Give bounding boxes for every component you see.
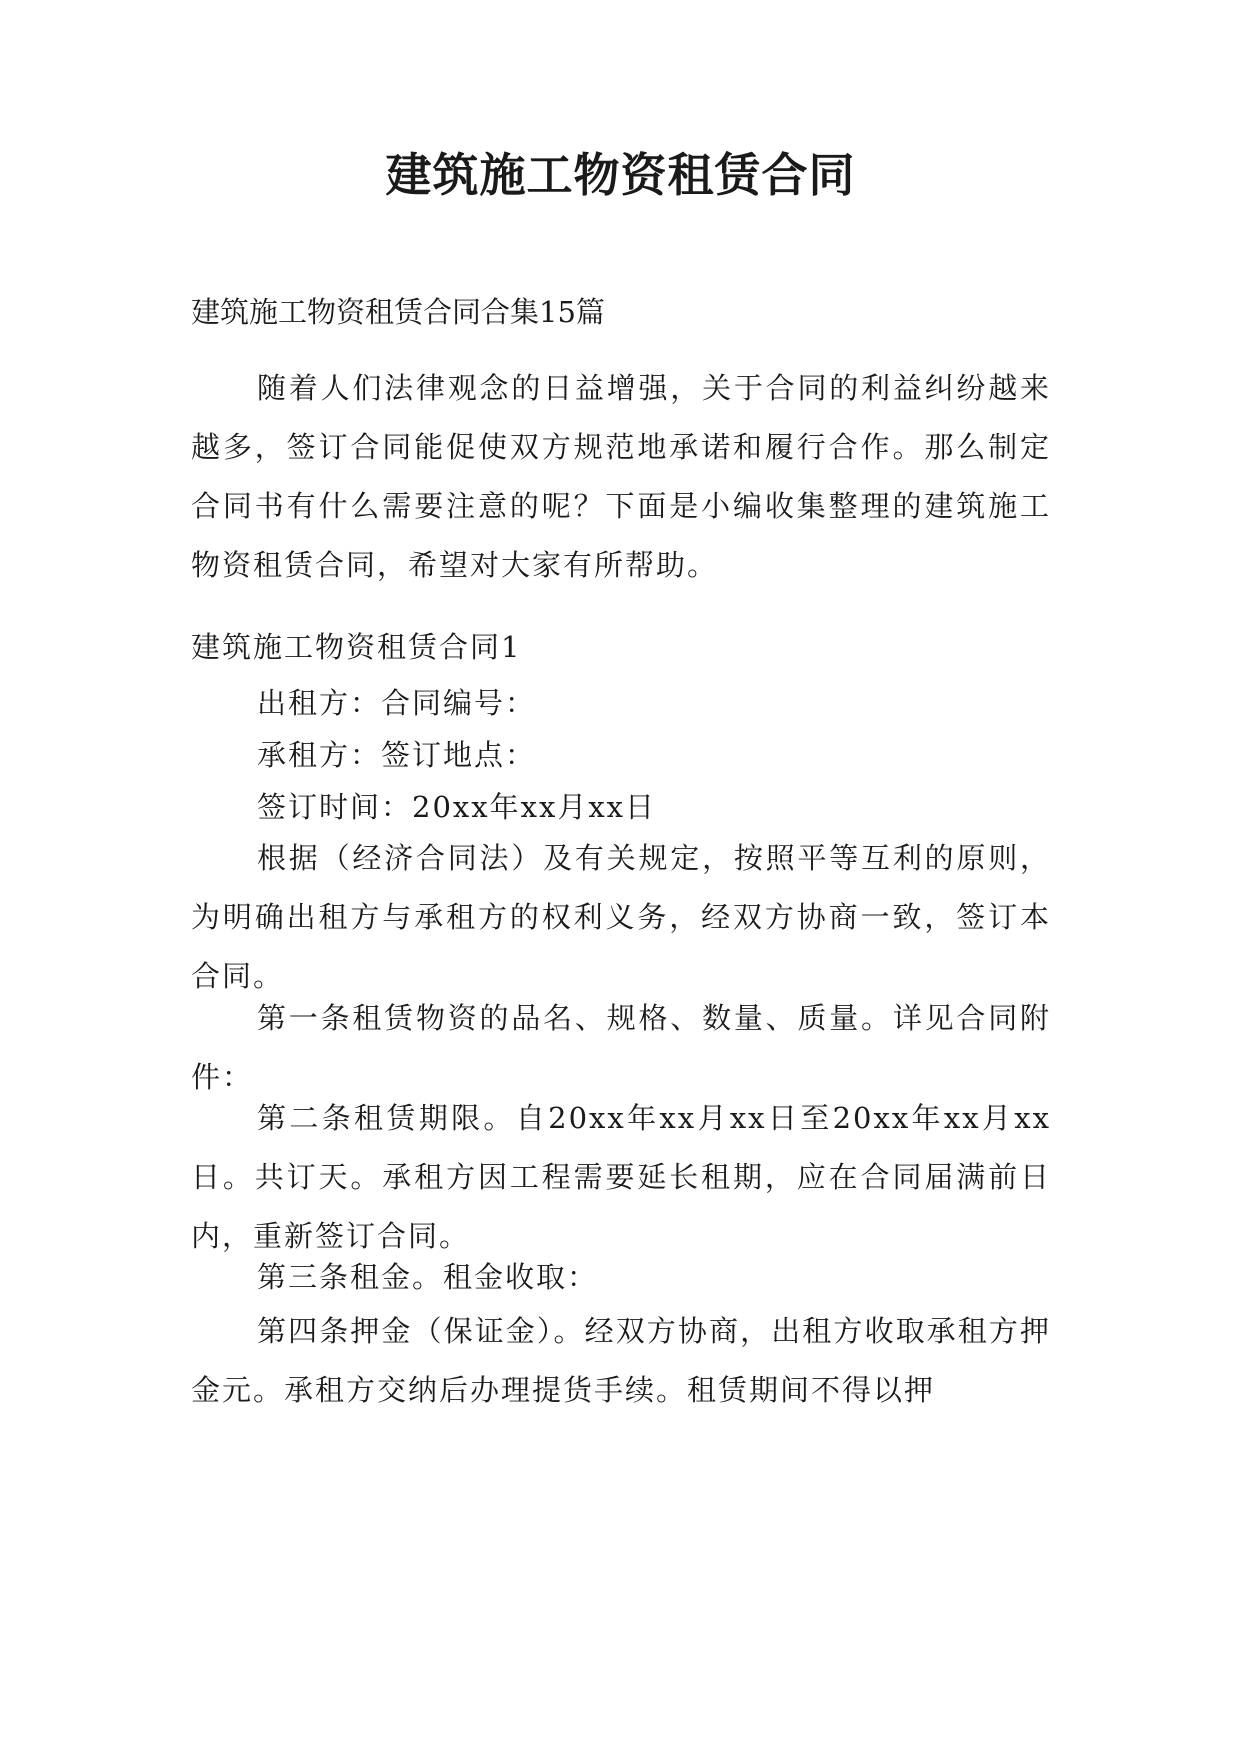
section-heading: 建筑施工物资租赁合同1 (191, 630, 522, 664)
article-2: 第二条租赁期限。自20xx年xx月xx日至20xx年xx月xx日。共订天。承租方因工程需要延长租期，应在合同届满前日内，重新签订合同。 (191, 1101, 1051, 1253)
article-3: 第三条租金。租金收取： (257, 1260, 599, 1294)
collection-subtitle: 建筑施工物资租赁合同合集15篇 (191, 295, 605, 329)
preamble-paragraph: 根据（经济合同法）及有关规定，按照平等互利的原则，为明确出租方与承租方的权利义务，经双方协商一致，签订本合同。 (191, 841, 1051, 993)
sign-time-line: 签订时间：20xx年xx月xx日 (257, 790, 657, 824)
lessor-line: 出租方：合同编号： (257, 686, 537, 720)
article-4: 第四条押金（保证金）。经双方协商，出租方收取承租方押金元。承租方交纳后办理提货手续。租赁期间不得以押 (191, 1314, 1051, 1407)
intro-paragraph: 随着人们法律观念的日益增强，关于合同的利益纠纷越来越多，签订合同能促使双方规范地承诺和履行合作。那么制定合同书有什么需要注意的呢？下面是小编收集整理的建筑施工物资租赁合同，希望对大家有所帮助。 (191, 371, 1051, 582)
lessee-line: 承租方：签订地点： (257, 738, 537, 772)
document-title: 建筑施工物资租赁合同 (385, 148, 856, 202)
article-1: 第一条租赁物资的品名、规格、数量、质量。详见合同附件： (191, 1001, 1051, 1094)
